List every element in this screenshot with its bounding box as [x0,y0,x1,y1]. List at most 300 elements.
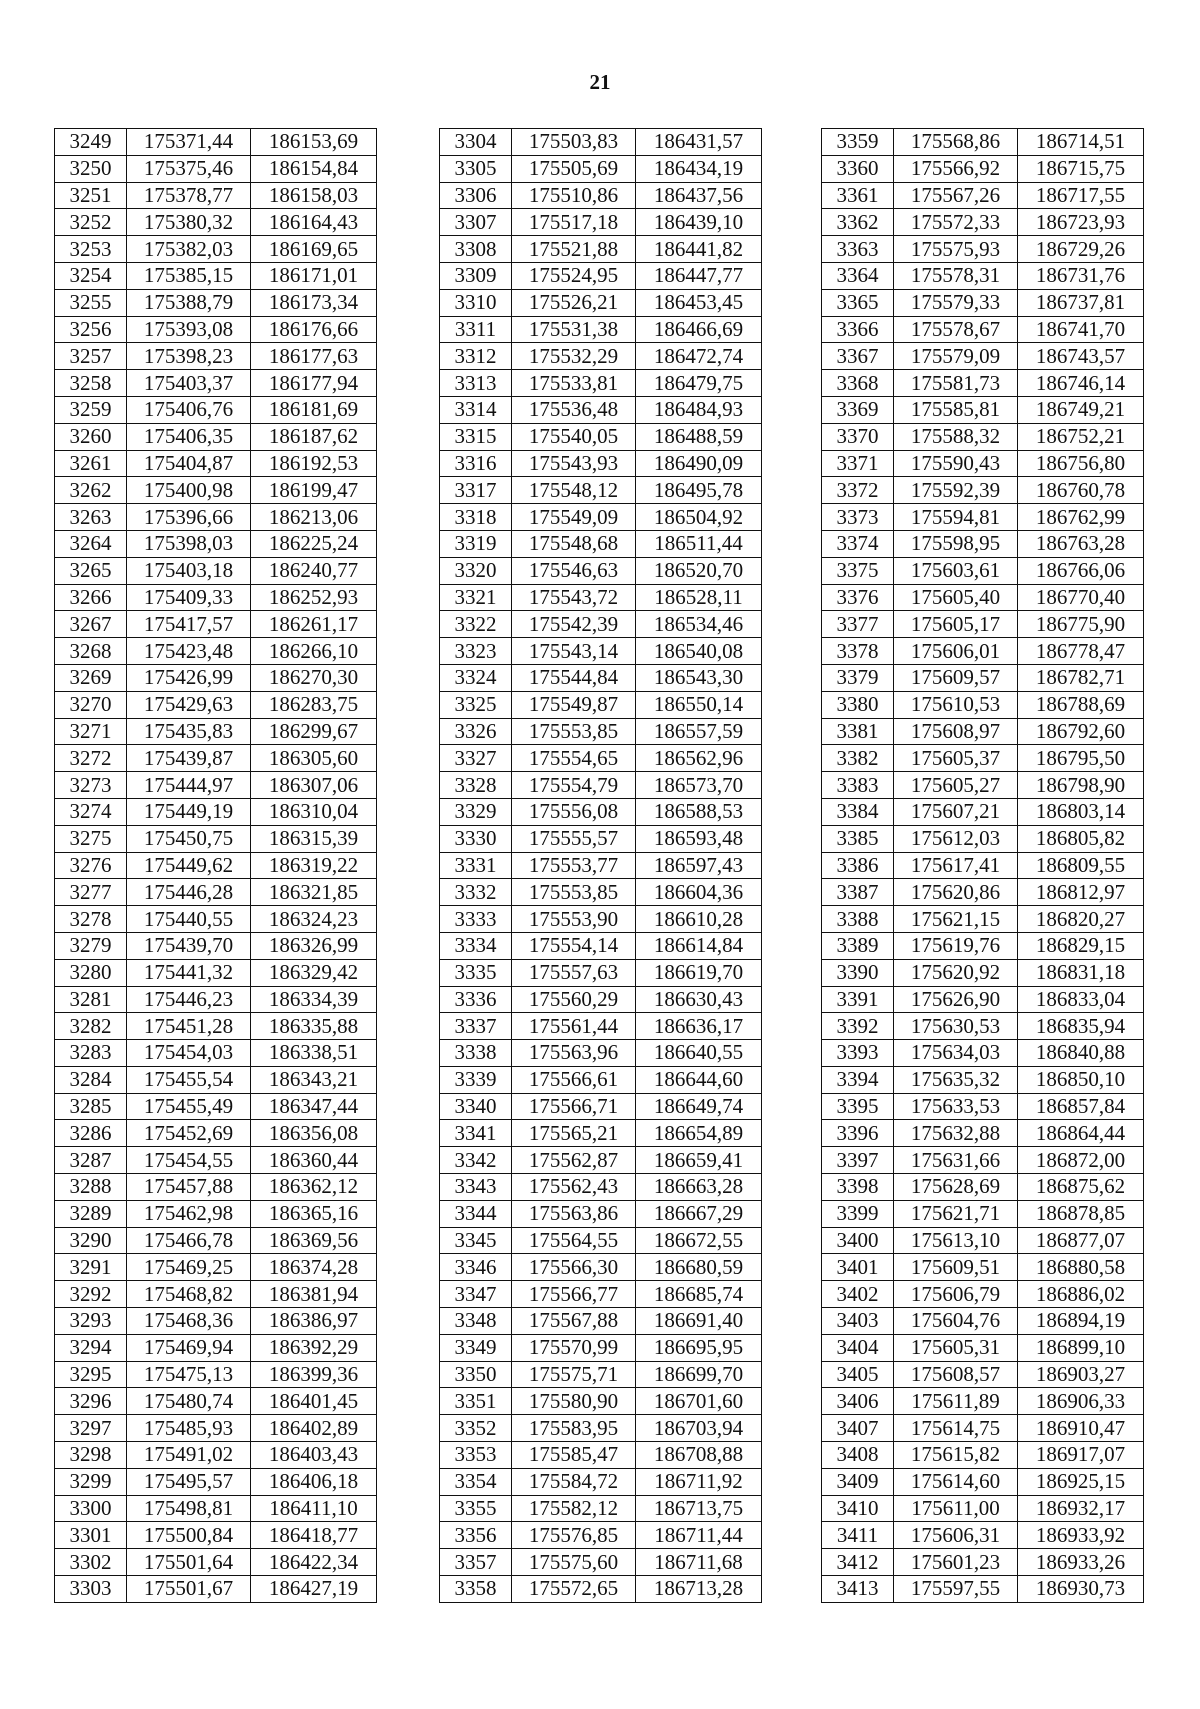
y-coordinate-cell: 186495,78 [636,477,762,504]
x-coordinate-cell: 175533,81 [512,370,636,397]
y-coordinate-cell: 186894,19 [1018,1308,1144,1335]
y-coordinate-cell: 186835,94 [1018,1013,1144,1040]
coordinates-table-1 [54,128,377,1603]
table-row [440,262,762,289]
y-coordinate-cell: 186153,69 [251,129,377,156]
point-number-cell: 3313 [440,370,512,397]
y-coordinate-cell: 186917,07 [1018,1442,1144,1469]
table-row [440,477,762,504]
point-number-cell: 3259 [55,396,127,423]
y-coordinate-cell: 186820,27 [1018,906,1144,933]
y-coordinate-cell: 186504,92 [636,504,762,531]
table-row [822,1468,1144,1495]
point-number-cell: 3257 [55,343,127,370]
x-coordinate-cell: 175543,14 [512,638,636,665]
table-row [822,343,1144,370]
point-number-cell: 3331 [440,852,512,879]
x-coordinate-cell: 175572,33 [894,209,1018,236]
x-coordinate-cell: 175543,93 [512,450,636,477]
x-coordinate-cell: 175469,94 [127,1334,251,1361]
coordinates-table-2 [439,128,762,1603]
x-coordinate-cell: 175491,02 [127,1442,251,1469]
x-coordinate-cell: 175454,55 [127,1147,251,1174]
point-number-cell: 3355 [440,1495,512,1522]
table-row [55,1388,377,1415]
point-number-cell: 3262 [55,477,127,504]
point-number-cell: 3389 [822,932,894,959]
table-row [822,1227,1144,1254]
y-coordinate-cell: 186833,04 [1018,986,1144,1013]
x-coordinate-cell: 175503,83 [512,129,636,156]
x-coordinate-cell: 175403,37 [127,370,251,397]
y-coordinate-cell: 186667,29 [636,1200,762,1227]
table-row [55,262,377,289]
x-coordinate-cell: 175382,03 [127,236,251,263]
point-number-cell: 3318 [440,504,512,531]
x-coordinate-cell: 175611,89 [894,1388,1018,1415]
x-coordinate-cell: 175517,18 [512,209,636,236]
point-number-cell: 3269 [55,664,127,691]
point-number-cell: 3397 [822,1147,894,1174]
x-coordinate-cell: 175585,47 [512,1442,636,1469]
y-coordinate-cell: 186864,44 [1018,1120,1144,1147]
x-coordinate-cell: 175561,44 [512,1013,636,1040]
y-coordinate-cell: 186932,17 [1018,1495,1144,1522]
point-number-cell: 3394 [822,1066,894,1093]
point-number-cell: 3342 [440,1147,512,1174]
y-coordinate-cell: 186199,47 [251,477,377,504]
point-number-cell: 3295 [55,1361,127,1388]
y-coordinate-cell: 186192,53 [251,450,377,477]
y-coordinate-cell: 186713,28 [636,1576,762,1603]
x-coordinate-cell: 175567,88 [512,1308,636,1335]
x-coordinate-cell: 175521,88 [512,236,636,263]
table-row [440,1361,762,1388]
y-coordinate-cell: 186701,60 [636,1388,762,1415]
point-number-cell: 3363 [822,236,894,263]
y-coordinate-cell: 186729,26 [1018,236,1144,263]
y-coordinate-cell: 186760,78 [1018,477,1144,504]
point-number-cell: 3398 [822,1174,894,1201]
x-coordinate-cell: 175380,32 [127,209,251,236]
x-coordinate-cell: 175566,61 [512,1066,636,1093]
table-row [55,718,377,745]
point-number-cell: 3353 [440,1442,512,1469]
point-number-cell: 3377 [822,611,894,638]
table-row [440,1468,762,1495]
y-coordinate-cell: 186411,10 [251,1495,377,1522]
table-row [55,1468,377,1495]
table-row [55,236,377,263]
point-number-cell: 3264 [55,530,127,557]
x-coordinate-cell: 175548,68 [512,530,636,557]
y-coordinate-cell: 186713,75 [636,1495,762,1522]
x-coordinate-cell: 175562,43 [512,1174,636,1201]
point-number-cell: 3390 [822,959,894,986]
point-number-cell: 3311 [440,316,512,343]
point-number-cell: 3254 [55,262,127,289]
x-coordinate-cell: 175423,48 [127,638,251,665]
x-coordinate-cell: 175455,49 [127,1093,251,1120]
point-number-cell: 3292 [55,1281,127,1308]
x-coordinate-cell: 175584,72 [512,1468,636,1495]
table-row [822,1093,1144,1120]
x-coordinate-cell: 175610,53 [894,691,1018,718]
table-row [55,1227,377,1254]
x-coordinate-cell: 175546,63 [512,557,636,584]
table-row [440,825,762,852]
y-coordinate-cell: 186766,06 [1018,557,1144,584]
y-coordinate-cell: 186703,94 [636,1415,762,1442]
table-row [55,1522,377,1549]
point-number-cell: 3321 [440,584,512,611]
y-coordinate-cell: 186809,55 [1018,852,1144,879]
table-row [55,1040,377,1067]
x-coordinate-cell: 175441,32 [127,959,251,986]
y-coordinate-cell: 186427,19 [251,1576,377,1603]
x-coordinate-cell: 175611,00 [894,1495,1018,1522]
coordinates-table-body [822,129,1144,1603]
x-coordinate-cell: 175634,03 [894,1040,1018,1067]
x-coordinate-cell: 175371,44 [127,129,251,156]
point-number-cell: 3348 [440,1308,512,1335]
table-row [440,129,762,156]
x-coordinate-cell: 175566,71 [512,1093,636,1120]
table-row [55,450,377,477]
y-coordinate-cell: 186752,21 [1018,423,1144,450]
y-coordinate-cell: 186930,73 [1018,1576,1144,1603]
point-number-cell: 3362 [822,209,894,236]
x-coordinate-cell: 175563,86 [512,1200,636,1227]
table-row [822,1549,1144,1576]
table-row [822,396,1144,423]
table-row [55,1066,377,1093]
table-row [440,584,762,611]
table-row [55,852,377,879]
x-coordinate-cell: 175566,30 [512,1254,636,1281]
x-coordinate-cell: 175388,79 [127,289,251,316]
point-number-cell: 3310 [440,289,512,316]
y-coordinate-cell: 186422,34 [251,1549,377,1576]
y-coordinate-cell: 186782,71 [1018,664,1144,691]
x-coordinate-cell: 175554,65 [512,745,636,772]
y-coordinate-cell: 186636,17 [636,1013,762,1040]
y-coordinate-cell: 186528,11 [636,584,762,611]
table-row [822,289,1144,316]
point-number-cell: 3405 [822,1361,894,1388]
table-row [440,1013,762,1040]
table-row [822,611,1144,638]
point-number-cell: 3316 [440,450,512,477]
point-number-cell: 3387 [822,879,894,906]
table-row [55,209,377,236]
y-coordinate-cell: 186792,60 [1018,718,1144,745]
point-number-cell: 3325 [440,691,512,718]
x-coordinate-cell: 175575,60 [512,1549,636,1576]
table-row [55,557,377,584]
table-row [440,289,762,316]
point-number-cell: 3265 [55,557,127,584]
point-number-cell: 3286 [55,1120,127,1147]
table-row [440,396,762,423]
table-row [440,745,762,772]
table-row [440,316,762,343]
table-row [440,1093,762,1120]
y-coordinate-cell: 186644,60 [636,1066,762,1093]
x-coordinate-cell: 175501,64 [127,1549,251,1576]
y-coordinate-cell: 186319,22 [251,852,377,879]
table-row [822,557,1144,584]
x-coordinate-cell: 175446,28 [127,879,251,906]
x-coordinate-cell: 175554,14 [512,932,636,959]
point-number-cell: 3370 [822,423,894,450]
point-number-cell: 3384 [822,798,894,825]
table-row [440,638,762,665]
point-number-cell: 3293 [55,1308,127,1335]
y-coordinate-cell: 186903,27 [1018,1361,1144,1388]
table-row [440,530,762,557]
point-number-cell: 3308 [440,236,512,263]
point-number-cell: 3252 [55,209,127,236]
x-coordinate-cell: 175565,21 [512,1120,636,1147]
y-coordinate-cell: 186324,23 [251,906,377,933]
table-row [822,1495,1144,1522]
x-coordinate-cell: 175604,76 [894,1308,1018,1335]
coordinates-table-body [55,129,377,1603]
x-coordinate-cell: 175505,69 [512,155,636,182]
x-coordinate-cell: 175501,67 [127,1576,251,1603]
y-coordinate-cell: 186763,28 [1018,530,1144,557]
y-coordinate-cell: 186356,08 [251,1120,377,1147]
x-coordinate-cell: 175614,75 [894,1415,1018,1442]
y-coordinate-cell: 186472,74 [636,343,762,370]
table-row [55,1495,377,1522]
table-row [55,182,377,209]
point-number-cell: 3305 [440,155,512,182]
table-row [55,798,377,825]
y-coordinate-cell: 186743,57 [1018,343,1144,370]
y-coordinate-cell: 186154,84 [251,155,377,182]
x-coordinate-cell: 175568,86 [894,129,1018,156]
table-row [822,1522,1144,1549]
x-coordinate-cell: 175566,77 [512,1281,636,1308]
point-number-cell: 3279 [55,932,127,959]
y-coordinate-cell: 186326,99 [251,932,377,959]
table-row [822,370,1144,397]
table-row [440,209,762,236]
table-row [55,343,377,370]
x-coordinate-cell: 175426,99 [127,664,251,691]
x-coordinate-cell: 175439,87 [127,745,251,772]
y-coordinate-cell: 186778,47 [1018,638,1144,665]
point-number-cell: 3328 [440,772,512,799]
y-coordinate-cell: 186386,97 [251,1308,377,1335]
point-number-cell: 3380 [822,691,894,718]
x-coordinate-cell: 175613,10 [894,1227,1018,1254]
point-number-cell: 3314 [440,396,512,423]
x-coordinate-cell: 175633,53 [894,1093,1018,1120]
y-coordinate-cell: 186723,93 [1018,209,1144,236]
y-coordinate-cell: 186654,89 [636,1120,762,1147]
x-coordinate-cell: 175590,43 [894,450,1018,477]
point-number-cell: 3400 [822,1227,894,1254]
x-coordinate-cell: 175601,23 [894,1549,1018,1576]
y-coordinate-cell: 186171,01 [251,262,377,289]
table-row [55,691,377,718]
point-number-cell: 3303 [55,1576,127,1603]
point-number-cell: 3395 [822,1093,894,1120]
table-row [822,1388,1144,1415]
y-coordinate-cell: 186177,94 [251,370,377,397]
y-coordinate-cell: 186875,62 [1018,1174,1144,1201]
y-coordinate-cell: 186181,69 [251,396,377,423]
point-number-cell: 3351 [440,1388,512,1415]
point-number-cell: 3315 [440,423,512,450]
point-number-cell: 3396 [822,1120,894,1147]
table-row [822,825,1144,852]
x-coordinate-cell: 175564,55 [512,1227,636,1254]
y-coordinate-cell: 186877,07 [1018,1227,1144,1254]
y-coordinate-cell: 186562,96 [636,745,762,772]
x-coordinate-cell: 175605,17 [894,611,1018,638]
x-coordinate-cell: 175578,67 [894,316,1018,343]
point-number-cell: 3344 [440,1200,512,1227]
point-number-cell: 3386 [822,852,894,879]
y-coordinate-cell: 186453,45 [636,289,762,316]
point-number-cell: 3272 [55,745,127,772]
y-coordinate-cell: 186711,68 [636,1549,762,1576]
table-row [440,1388,762,1415]
x-coordinate-cell: 175580,90 [512,1388,636,1415]
point-number-cell: 3349 [440,1334,512,1361]
point-number-cell: 3309 [440,262,512,289]
y-coordinate-cell: 186466,69 [636,316,762,343]
table-row [440,504,762,531]
table-row [55,423,377,450]
y-coordinate-cell: 186593,48 [636,825,762,852]
table-row [440,1227,762,1254]
table-row [55,1147,377,1174]
y-coordinate-cell: 186557,59 [636,718,762,745]
point-number-cell: 3391 [822,986,894,1013]
point-number-cell: 3399 [822,1200,894,1227]
point-number-cell: 3367 [822,343,894,370]
x-coordinate-cell: 175581,73 [894,370,1018,397]
x-coordinate-cell: 175406,35 [127,423,251,450]
y-coordinate-cell: 186573,70 [636,772,762,799]
point-number-cell: 3261 [55,450,127,477]
table-row [440,1308,762,1335]
point-number-cell: 3301 [55,1522,127,1549]
y-coordinate-cell: 186597,43 [636,852,762,879]
point-number-cell: 3281 [55,986,127,1013]
table-row [822,477,1144,504]
table-row [55,289,377,316]
x-coordinate-cell: 175468,82 [127,1281,251,1308]
x-coordinate-cell: 175446,23 [127,986,251,1013]
table-row [55,530,377,557]
table-row [440,370,762,397]
point-number-cell: 3320 [440,557,512,584]
table-row [440,236,762,263]
table-row [822,1066,1144,1093]
table-row [55,959,377,986]
x-coordinate-cell: 175510,86 [512,182,636,209]
x-coordinate-cell: 175544,84 [512,664,636,691]
x-coordinate-cell: 175532,29 [512,343,636,370]
x-coordinate-cell: 175635,32 [894,1066,1018,1093]
x-coordinate-cell: 175485,93 [127,1415,251,1442]
table-row [440,557,762,584]
y-coordinate-cell: 186711,44 [636,1522,762,1549]
table-row [440,1576,762,1603]
y-coordinate-cell: 186604,36 [636,879,762,906]
x-coordinate-cell: 175620,92 [894,959,1018,986]
table-row [822,664,1144,691]
x-coordinate-cell: 175630,53 [894,1013,1018,1040]
point-number-cell: 3299 [55,1468,127,1495]
y-coordinate-cell: 186872,00 [1018,1147,1144,1174]
x-coordinate-cell: 175614,60 [894,1468,1018,1495]
y-coordinate-cell: 186270,30 [251,664,377,691]
point-number-cell: 3275 [55,825,127,852]
x-coordinate-cell: 175406,76 [127,396,251,423]
y-coordinate-cell: 186392,29 [251,1334,377,1361]
table-row [822,504,1144,531]
x-coordinate-cell: 175606,31 [894,1522,1018,1549]
table-row [55,772,377,799]
table-row [822,423,1144,450]
table-row [440,906,762,933]
x-coordinate-cell: 175567,26 [894,182,1018,209]
x-coordinate-cell: 175609,51 [894,1254,1018,1281]
y-coordinate-cell: 186225,24 [251,530,377,557]
x-coordinate-cell: 175553,85 [512,879,636,906]
table-row [440,664,762,691]
point-number-cell: 3302 [55,1549,127,1576]
table-row [55,879,377,906]
point-number-cell: 3298 [55,1442,127,1469]
y-coordinate-cell: 186840,88 [1018,1040,1144,1067]
point-number-cell: 3374 [822,530,894,557]
x-coordinate-cell: 175548,12 [512,477,636,504]
table-row [440,1334,762,1361]
point-number-cell: 3352 [440,1415,512,1442]
table-row [440,1254,762,1281]
point-number-cell: 3329 [440,798,512,825]
y-coordinate-cell: 186434,19 [636,155,762,182]
x-coordinate-cell: 175435,83 [127,718,251,745]
y-coordinate-cell: 186550,14 [636,691,762,718]
x-coordinate-cell: 175576,85 [512,1522,636,1549]
table-row [440,343,762,370]
y-coordinate-cell: 186640,55 [636,1040,762,1067]
table-row [440,1066,762,1093]
table-row [822,798,1144,825]
table-row [55,664,377,691]
x-coordinate-cell: 175583,95 [512,1415,636,1442]
x-coordinate-cell: 175575,71 [512,1361,636,1388]
x-coordinate-cell: 175549,87 [512,691,636,718]
table-row [822,1442,1144,1469]
point-number-cell: 3360 [822,155,894,182]
x-coordinate-cell: 175579,09 [894,343,1018,370]
point-number-cell: 3270 [55,691,127,718]
point-number-cell: 3290 [55,1227,127,1254]
y-coordinate-cell: 186520,70 [636,557,762,584]
y-coordinate-cell: 186749,21 [1018,396,1144,423]
point-number-cell: 3251 [55,182,127,209]
